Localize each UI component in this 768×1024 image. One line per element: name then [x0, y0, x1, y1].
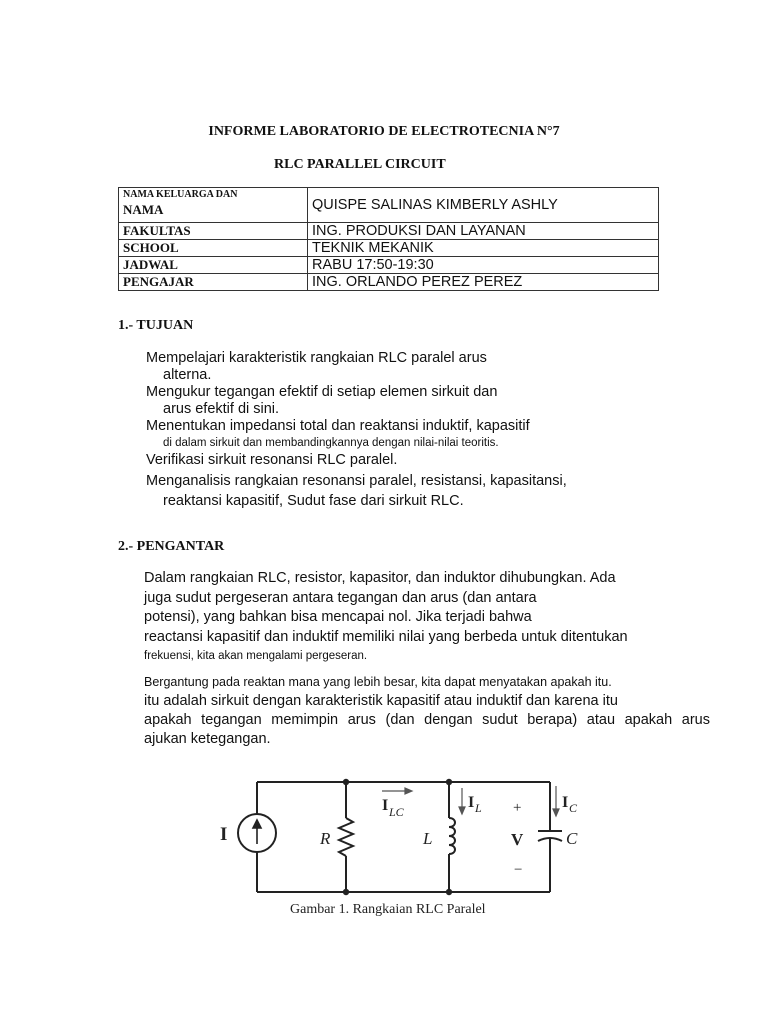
objective-item	[143, 452, 643, 469]
il-arrow-head-icon	[459, 807, 465, 814]
paragraph-line: reactansi kapasitif dan induktif memiliki nilai yang berbeda untuk ditentukan	[144, 628, 628, 645]
objective-text: Verifikasi sirkuit resonansi RLC paralel.	[146, 452, 398, 468]
objective-text-cont: reaktansi kapasitif, Sudut fase dari sirkuit RLC.	[163, 493, 464, 509]
paragraph-line: itu adalah sirkuit dengan karakteristik kapasitif atau induktif dan karena itu	[144, 693, 618, 709]
objective-text: Mengukur tegangan efektif di setiap elemen sirkuit dan	[146, 384, 498, 400]
table-key: SCHOOL	[119, 240, 308, 257]
paragraph-line: Bergantung pada reaktan mana yang lebih besar, kita dapat menyatakan apakah itu.	[144, 675, 612, 689]
table-key-cell	[119, 188, 308, 223]
rlc-parallel-circuit-figure	[220, 774, 592, 924]
table-value: ING. ORLANDO PEREZ PEREZ	[308, 274, 659, 291]
current-l-subscript: L	[475, 801, 482, 815]
objective-item	[143, 418, 643, 452]
objective-text: Menentukan impedansi total dan reaktansi induktif, kapasitif	[146, 418, 530, 434]
table-key: FAKULTAS	[119, 223, 308, 240]
table-value: QUISPE SALINAS KIMBERLY ASHLY	[308, 188, 659, 223]
paragraph-line: apakah tegangan memimpin arus (dan dengan sudut berapa) atau apakah arus	[144, 712, 710, 728]
current-lc-subscript: LC	[389, 805, 404, 819]
table-key: JADWAL	[119, 257, 308, 274]
document-title: INFORME LABORATORIO DE ELECTROTECNIA N°7	[208, 124, 560, 139]
table-value: TEKNIK MEKANIK	[308, 240, 659, 257]
table-row	[119, 188, 659, 223]
inductor-icon	[449, 818, 455, 854]
objective-item	[143, 384, 643, 418]
capacitor-label: C	[566, 829, 578, 848]
resistor-icon	[339, 818, 353, 856]
info-table	[118, 187, 659, 291]
paragraph-line: potensi), yang bahkan bisa mencapai nol. Jika terjadi bahwa	[144, 609, 532, 625]
objective-text: Mempelajari karakteristik rangkaian RLC paralel arus	[146, 350, 487, 366]
ic-arrow-head-icon	[553, 809, 559, 816]
voltage-minus-label: −	[514, 862, 523, 878]
objective-text-cont: di dalam sirkuit dan membandingkannya dengan nilai-nilai teoritis.	[163, 437, 499, 449]
objective-item	[143, 471, 643, 511]
table-row	[119, 240, 659, 257]
table-row	[119, 223, 659, 240]
objective-text: Menganalisis rangkaian resonansi paralel, resistansi, kapasitansi,	[146, 473, 567, 489]
document-subtitle: RLC PARALLEL CIRCUIT	[274, 157, 446, 172]
table-key: NAMA	[123, 202, 164, 217]
section-heading-introduction: 2.- PENGANTAR	[118, 539, 225, 554]
table-value: ING. PRODUKSI DAN LAYANAN	[308, 223, 659, 240]
figure-caption: Gambar 1. Rangkaian RLC Paralel	[290, 902, 486, 917]
voltage-label: V	[511, 830, 524, 849]
table-key-small: NAMA KELUARGA DAN	[123, 189, 238, 200]
intro-paragraph-2	[144, 673, 710, 749]
ilc-arrow-head-icon	[405, 788, 412, 794]
current-c-subscript: C	[569, 801, 578, 815]
voltage-plus-label: +	[513, 800, 522, 816]
current-lc-label: I	[382, 797, 389, 814]
paragraph-line: Dalam rangkaian RLC, resistor, kapasitor, dan induktor dihubungkan. Ada	[144, 570, 616, 586]
junction-dot	[343, 779, 349, 785]
section-heading-objectives: 1.- TUJUAN	[118, 318, 194, 333]
paragraph-line: frekuensi, kita akan mengalami pergeseran.	[144, 650, 368, 662]
junction-dot	[446, 889, 452, 895]
source-arrow-head-icon	[253, 820, 261, 828]
current-c-label: I	[562, 794, 569, 811]
intro-paragraph-1	[144, 569, 628, 667]
objective-item	[143, 350, 643, 384]
paragraph-line: juga sudut pergeseran antara tegangan dan arus (dan antara	[144, 589, 537, 606]
objective-text-cont: arus efektif di sini.	[163, 401, 280, 417]
source-label: I	[220, 824, 228, 845]
current-l-label: I	[468, 794, 475, 811]
junction-dot	[446, 779, 452, 785]
junction-dot	[343, 889, 349, 895]
paragraph-line: ajukan ketegangan.	[144, 731, 271, 747]
table-key: PENGAJAR	[119, 274, 308, 291]
table-value: RABU 17:50-19:30	[308, 257, 659, 274]
table-row	[119, 257, 659, 274]
table-row	[119, 274, 659, 291]
resistor-label: R	[320, 829, 331, 848]
objective-text-cont: alterna.	[163, 367, 212, 383]
inductor-label: L	[423, 829, 433, 848]
